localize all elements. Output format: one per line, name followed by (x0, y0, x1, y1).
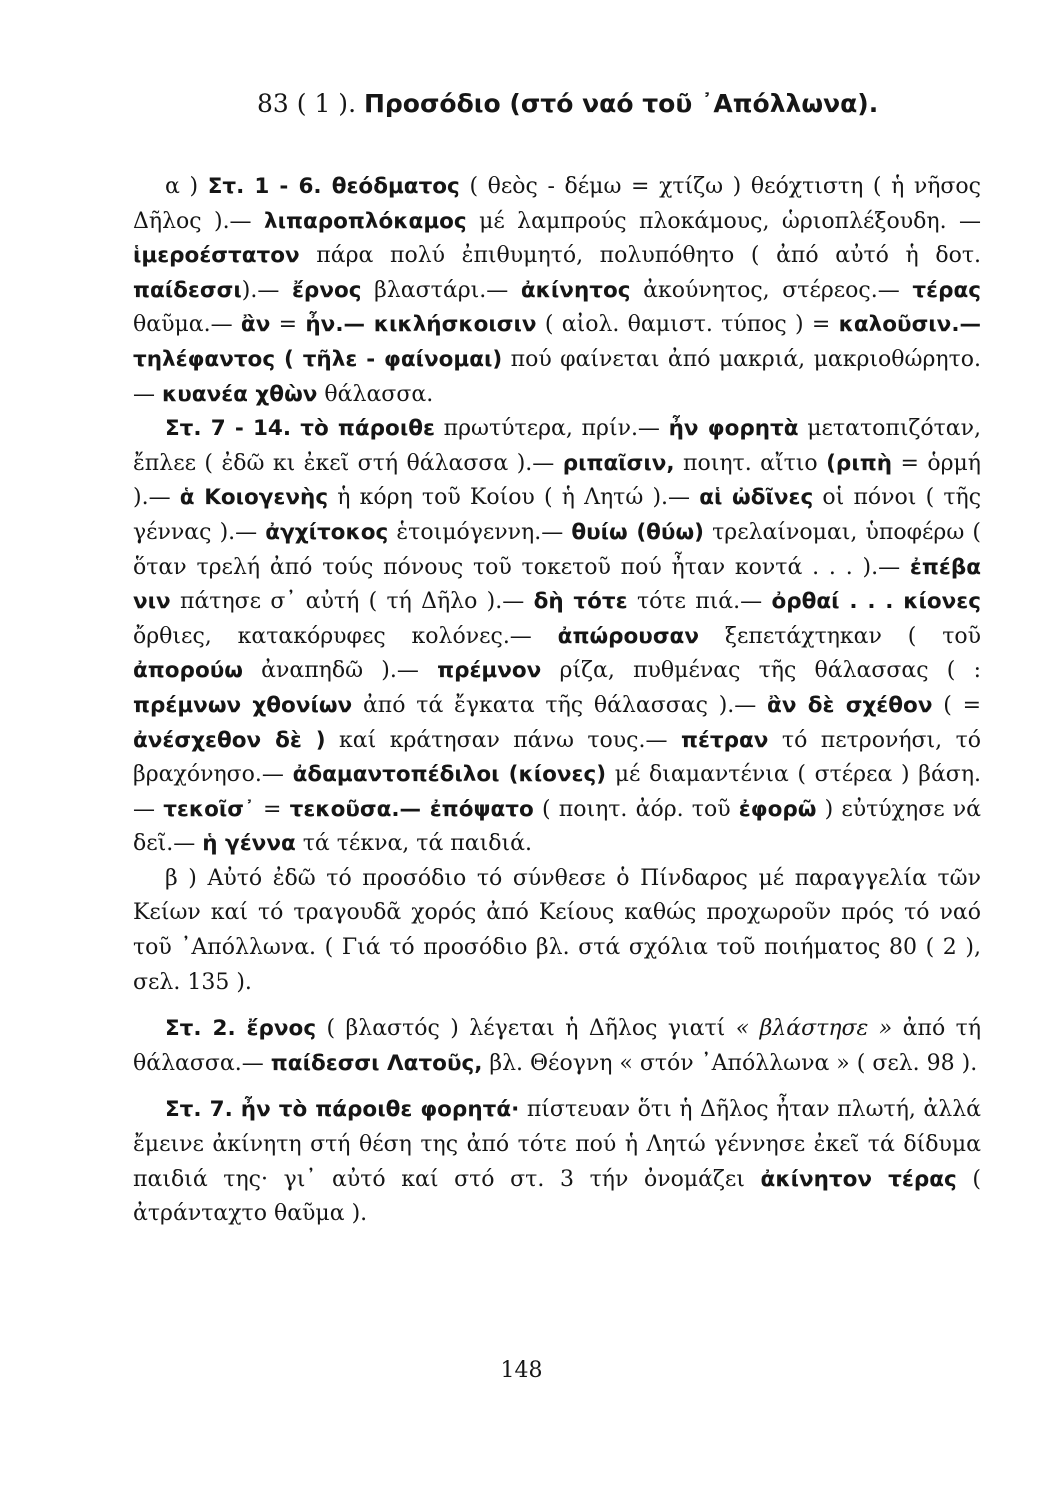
poem-title: Προσόδιο (στό ναό τοῦ ᾿Απόλλωνα). (363, 89, 879, 118)
section-heading (257, 86, 957, 122)
section-a-lines-7-14: Στ. 7 - 14. τὸ πάροιθε πρωτύτερα, πρίν.— ἦν φορητὰ μετατοπιζόταν, ἔπλεε ( ἐδῶ κι ἐκεῖ στή θάλασσα ).— ριπαῖσιν, ποιητ. αἴτιο (ριπὴ = ὁρμή ).— ἁ Κοιογενὴς ἡ κόρη τοῦ Κοίου ( ἡ Λητώ ).— αἱ ὠδῖνες οἱ πόνοι ( τῆς γέννας ).— ἀγχίτοκος ἑτοιμόγεννη.— θυίω (θύω) τρελαίνομαι, ὑποφέρω ( ὅταν τρελή ἀπό τούς πόνους τοῦ τοκετοῦ πού ἦταν κοντά . . . ).— ἐπέβα νιν πάτησε σ᾿ αὐτή ( τή Δῆλο ).— δὴ τότε τότε πιά.— ὀρθαί . . . κίονες ὄρθιες, κατακόρυφες κολόνες.— ἀπώρουσαν ξεπετάχτηκαν ( τοῦ ἀπορούω ἀναπηδῶ ).— πρέμνον ρίζα, πυθμένας τῆς θάλασσας ( : πρέμνων χθονίων ἀπό τά ἔγκατα τῆς θάλασσας ).— ἂν δὲ σχέθον ( = ἀνέσχεθον δὲ ) καί κράτησαν πάνω τους.— πέτραν τό πετρονήσι, τό βραχόνησο.— ἀδαμαντοπέδιλοι (κίονες) μέ διαμαντένια ( στέρεα ) βάση.— τεκοῖσ᾿ = τεκοῦσα.— ἐπόψατο ( ποιητ. ἀόρ. τοῦ ἐφορῶ ) εὐτύχησε νά δεῖ.— ἡ γέννα τά τέκνα, τά παιδιά. (133, 416, 982, 857)
section-a-paragraph: α ) Στ. 1 - 6. θεόδματος ( θεὸς - δέμω = χτίζω ) θεόχτιστη ( ἡ νῆσος Δῆλος ).— λιπαροπλόκαμος μέ λαμπρούς πλοκάμους, ὡριοπλέξουδη. — ἱμεροέστατον πάρα πολύ ἐπιθυμητό, πολυπόθητο ( ἀπό αὐτό ἡ δοτ. παίδεσσι).— ἔρνος βλαστάρι.— ἀκίνητος ἀκούνητος, στέρεος.— τέρας θαῦμα.— ἂν = ἦν.— κικλήσκοισιν ( αἰολ. θαμιστ. τύπος ) = καλοῦσιν.— τηλέφαντος ( τῆλε - φαίνομαι) πού φαίνεται ἀπό μακριά, μακριοθώρητο.— κυανέα χθὼν θάλασσα. (133, 174, 981, 407)
commentary-body (133, 170, 981, 1232)
spacer (133, 1000, 981, 1012)
section-b-paragraph: β ) Αὐτό ἐδῶ τό προσόδιο τό σύνθεσε ὁ Πίνδαρος μέ παραγγελία τῶν Κείων καί τό τραγουδᾶ χορός ἀπό Κείους καθώς προχωροῦν πρός τό ναό τοῦ ᾿Απόλλωνα. ( Γιά τό προσόδιο βλ. στά σχόλια τοῦ ποιήματος 80 ( 2 ), σελ. 135 ). (133, 865, 981, 995)
page-number: 148 (500, 1358, 543, 1383)
poem-number: 83 ( 1 ). (257, 89, 357, 118)
note-line-7: Στ. 7. ἦν τὸ πάροιθε φορητά· πίστευαν ὅτι ἡ Δῆλος ἦταν πλωτή, ἀλλά ἔμεινε ἀκίνητη στή θέση της ἀπό τότε πού ἡ Λητώ γέννησε ἐκεῖ τά δίδυμα παιδιά της· γι᾿ αὐτό καί στό στ. 3 τήν ὀνομάζει ἀκίνητον τέρας ( ἀτράνταχτο θαῦμα ). (133, 1097, 982, 1227)
note-line-2: Στ. 2. ἔρνος ( βλαστός ) λέγεται ἡ Δῆλος γιατί « βλάστησε » ἀπό τή θάλασσα.— παίδεσσι Λατοῦς, βλ. Θέογνη « στόν ᾿Απόλλωνα » ( σελ. 98 ). (133, 1016, 982, 1076)
spacer (133, 1081, 981, 1093)
